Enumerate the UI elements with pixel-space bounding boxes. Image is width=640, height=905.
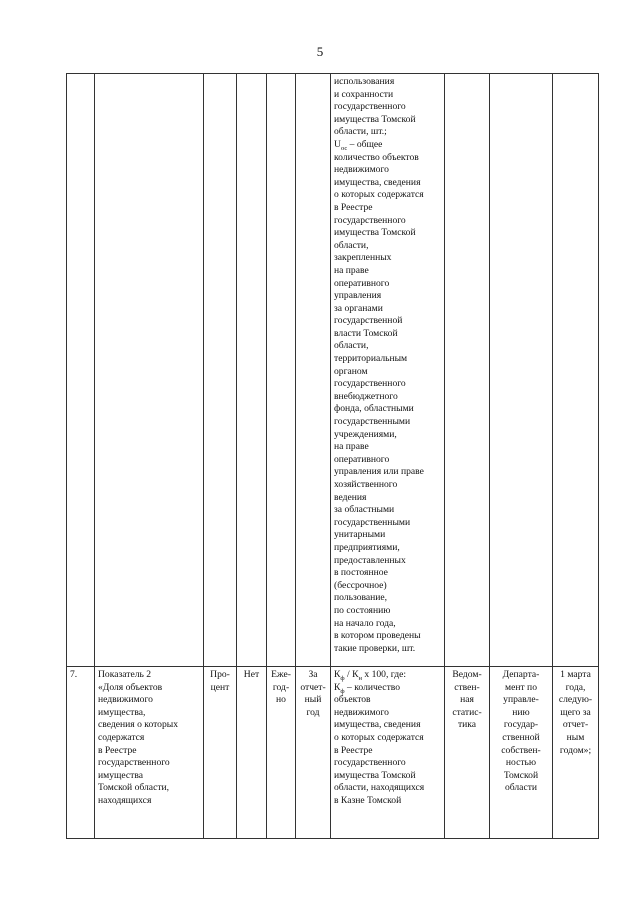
cell-indicator-name (95, 74, 204, 667)
cell-line: ная (460, 694, 474, 706)
page-number: 5 (316, 44, 324, 59)
formula-line: имущества Томской (334, 113, 416, 125)
cell-periodicity (267, 667, 296, 839)
cell-line: ностью (505, 757, 537, 769)
formula-line: государственного (334, 101, 406, 113)
cell-line: недвижимого (334, 706, 389, 718)
formula-line: $U_{ос}$ – общее (334, 138, 383, 152)
formula-line: предоставленных (334, 554, 406, 566)
cell-line: Томской области, (98, 782, 170, 794)
cell-line: в Реестре (98, 744, 137, 756)
cell-line: области (504, 782, 538, 794)
formula-line: государственного (334, 214, 406, 226)
formula-line: на праве (334, 441, 369, 453)
cell-number (67, 74, 95, 667)
formula-line: за органами (334, 302, 383, 314)
cell-line: в Реестре (334, 744, 373, 756)
cell-source (445, 74, 490, 667)
cell-responsible (490, 74, 553, 667)
cell-line: отчет- (300, 681, 326, 693)
formula-k-symbol: К (334, 681, 341, 693)
cell-line: Ведом- (452, 669, 482, 680)
cell-line: имущества (98, 769, 143, 781)
formula-line: на праве (334, 264, 369, 276)
cell-line: содержатся (98, 731, 145, 743)
cell-line: объектов (334, 694, 371, 706)
cell-line: отчет- (562, 719, 589, 731)
cell-line: цент (210, 681, 230, 693)
cell-line: но (276, 694, 286, 706)
cell-line: ствен- (454, 681, 480, 693)
formula-line: в котором проведены (334, 630, 421, 642)
cell-line: собствен- (501, 744, 541, 756)
cell-line: государ- (503, 719, 539, 731)
formula-k-symbol: К (334, 669, 341, 680)
cell-line: Департа- (502, 669, 540, 680)
cell-unit (204, 667, 237, 839)
formula-line: управления (334, 290, 382, 302)
formula-line: органом (334, 365, 368, 377)
cell-line: Про- (210, 669, 230, 680)
cell-line: нию (512, 706, 530, 718)
cell-time-characteristic (296, 667, 331, 839)
formula-line: государственной (334, 315, 403, 327)
cell-line: государственного (98, 757, 170, 769)
formula-line: за областными (334, 504, 395, 516)
cell-line: год- (272, 681, 290, 693)
cell-line: За (308, 669, 318, 680)
formula-line: (бессрочное) (334, 579, 387, 591)
cell-line: годом»; (559, 744, 592, 756)
formula-line: в постоянное (334, 567, 388, 579)
formula-line: учреждениями, (334, 428, 397, 440)
formula-line: внебюджетного (334, 390, 398, 402)
formula-line: в Реестре (334, 201, 373, 213)
cell-line: ный (304, 694, 322, 706)
cell-line: мент по (505, 681, 537, 693)
formula-line: хозяйственного (334, 479, 398, 490)
formula-line: оперативного (334, 277, 390, 289)
cell-line: следую- (558, 694, 593, 706)
formula-line: и сохранности (334, 88, 394, 100)
table-row (67, 667, 599, 839)
cell-line: находящихся (98, 794, 152, 806)
formula-line: власти Томской (334, 327, 398, 339)
formula-line: государственными (334, 516, 411, 528)
cell-periodicity (267, 74, 296, 667)
cell-line: Показатель 2 (98, 669, 152, 680)
formula-line: области, шт.; (334, 126, 387, 138)
formula-line: управления или праве (334, 466, 424, 478)
cell-line: государственного (334, 757, 406, 769)
cell-formula (331, 74, 445, 667)
cell-line: в Казне Томской (334, 794, 402, 806)
formula-definition (334, 682, 441, 695)
formula-line: закрепленных (334, 252, 392, 264)
cell-line: управле- (503, 694, 539, 706)
formula-line: на начало года, (334, 617, 396, 629)
formula-line: государственного (334, 378, 406, 390)
formula-line: оперативного (334, 453, 390, 465)
formula-definition-text: – количество (344, 681, 401, 693)
formula-line: недвижимого (334, 164, 389, 176)
formula-line: количество объектов (334, 151, 419, 163)
cell-line: ственной (502, 731, 540, 743)
cell-line: имущества Томской (334, 769, 416, 781)
cell-line: Томской (503, 769, 539, 781)
formula-line: фонда, областными (334, 403, 414, 415)
cell-line: тика (457, 719, 477, 731)
cell-line: 1 марта (560, 669, 591, 680)
cell-line: ным (566, 731, 585, 743)
cell-line: области, находящихся (334, 782, 425, 794)
formula-line: государственными (334, 416, 411, 428)
formula-line: пользование, (334, 592, 388, 604)
formula-tail: х 100, где: (361, 669, 407, 680)
formula-line: имущества Томской (334, 227, 416, 239)
formula-line: ведения (334, 491, 367, 503)
cell-line: недвижимого (98, 694, 153, 706)
cell-indicator-name (95, 667, 204, 839)
formula-line: территориальным (334, 353, 408, 365)
formula-line: области, (334, 340, 369, 352)
cell-line: «Доля объектов (98, 681, 163, 693)
cell-formula (331, 667, 445, 839)
formula-divisor: / К (344, 669, 359, 680)
cell-line: статис- (452, 706, 482, 718)
indicator-table (66, 73, 599, 839)
cell-deadline (553, 74, 599, 667)
table-row (67, 74, 599, 667)
cell-time-characteristic (296, 74, 331, 667)
formula-subscript: ф (340, 674, 345, 682)
cell-flag: Нет (237, 667, 267, 839)
cell-responsible (490, 667, 553, 839)
formula-line: использования (334, 76, 395, 87)
formula-subscript: н (358, 674, 362, 682)
formula-line: области, (334, 239, 369, 251)
cell-number: 7. (67, 667, 95, 839)
formula-line: по состоянию (334, 604, 391, 616)
cell-line: сведения о которых (98, 719, 179, 731)
formula-expression (334, 669, 441, 682)
formula-line: имущества, сведения (334, 176, 421, 188)
cell-line: год (306, 706, 320, 718)
cell-line: щего за (560, 706, 591, 718)
cell-line: имущества, сведения (334, 719, 421, 731)
cell-source (445, 667, 490, 839)
cell-line: имущества, (98, 706, 146, 718)
formula-line: такие проверки, шт. (334, 642, 416, 654)
cell-unit (204, 74, 237, 667)
formula-subscript: ф (340, 687, 345, 695)
cell-line: года, (565, 681, 586, 693)
cell-line: о которых содержатся (334, 731, 424, 743)
formula-line: о которых содержатся (334, 189, 424, 201)
formula-line: унитарными (334, 529, 386, 541)
cell-flag (237, 74, 267, 667)
cell-line: Еже- (271, 669, 291, 680)
formula-line: предприятиями, (334, 541, 400, 553)
cell-deadline (553, 667, 599, 839)
